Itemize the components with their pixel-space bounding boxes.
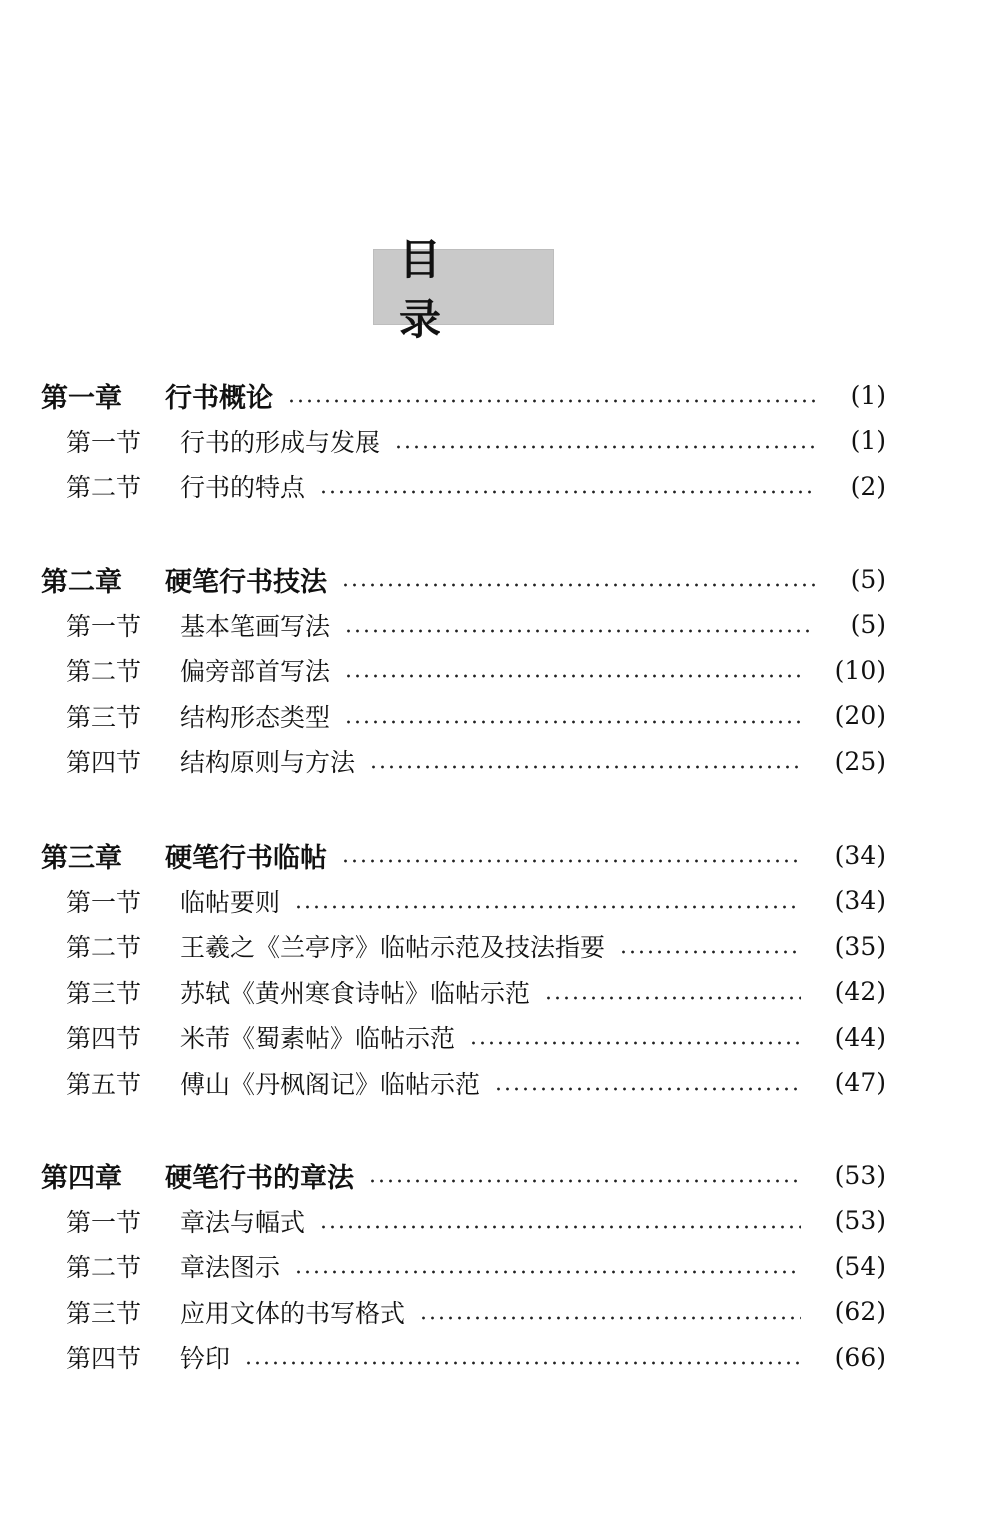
toc-section-row[interactable]	[0, 741, 983, 781]
section-page-number: (42)	[834, 977, 886, 1006]
dot-leader	[319, 490, 815, 494]
toc-section-row[interactable]	[0, 972, 983, 1012]
section-title: 章法与幅式	[180, 1207, 306, 1237]
section-title: 行书的形成与发展	[180, 427, 381, 457]
section-page-number: (5)	[850, 610, 886, 639]
dot-leader	[344, 629, 815, 633]
section-number: 第一节	[66, 887, 142, 917]
chapter-title: 硬笔行书技法	[165, 566, 327, 598]
section-page-number: (20)	[834, 701, 886, 730]
section-page-number: (25)	[834, 746, 886, 776]
toc-section-row[interactable]	[0, 1063, 983, 1103]
toc-chapter-row[interactable]	[0, 375, 983, 415]
toc-chapter-row[interactable]	[0, 835, 983, 875]
section-number: 第三节	[66, 978, 142, 1008]
section-page-number: (35)	[834, 931, 886, 961]
section-number: 第二节	[66, 933, 142, 962]
chapter-number: 第二章	[41, 566, 122, 598]
section-number: 第二节	[66, 1253, 142, 1282]
section-title: 临帖要则	[180, 887, 281, 917]
section-number: 第五节	[66, 1069, 142, 1099]
dot-leader	[294, 905, 801, 909]
section-page-number: (44)	[834, 1022, 886, 1052]
dot-leader	[287, 399, 815, 403]
dot-leader	[469, 1041, 801, 1045]
section-page-number: (54)	[834, 1251, 886, 1281]
toc-section-row[interactable]	[0, 881, 983, 921]
toc-section-row[interactable]	[0, 1201, 983, 1241]
chapter-number: 第一章	[41, 382, 122, 414]
section-title: 偏旁部首写法	[180, 657, 331, 686]
section-page-number: (62)	[834, 1297, 886, 1326]
section-title: 基本笔画写法	[180, 611, 331, 641]
section-page-number: (10)	[834, 655, 886, 685]
dot-leader	[294, 1270, 801, 1274]
dot-leader	[619, 950, 801, 954]
section-title: 王羲之《兰亭序》临帖示范及技法指要	[180, 933, 606, 962]
section-page-number: (2)	[850, 471, 886, 501]
dot-leader	[494, 1087, 801, 1091]
section-number: 第一节	[66, 427, 142, 457]
dot-leader	[344, 720, 801, 724]
section-title: 应用文体的书写格式	[180, 1298, 406, 1328]
chapter-number: 第三章	[41, 842, 122, 874]
section-number: 第一节	[66, 611, 142, 641]
dot-leader	[368, 1179, 801, 1183]
dot-leader	[341, 859, 801, 863]
toc-section-row[interactable]	[0, 421, 983, 461]
toc-section-row[interactable]	[0, 1292, 983, 1332]
toc-chapter-row[interactable]	[0, 1155, 983, 1195]
dot-leader	[544, 996, 801, 1000]
chapter-title: 行书概论	[165, 382, 273, 414]
toc-section-row[interactable]	[0, 1017, 983, 1057]
section-title: 章法图示	[180, 1253, 281, 1282]
dot-leader	[319, 1225, 801, 1229]
section-title: 结构原则与方法	[180, 748, 356, 777]
dot-leader	[341, 583, 815, 587]
section-number: 第二节	[66, 473, 142, 502]
toc-title: 目 录	[399, 235, 468, 344]
section-number: 第一节	[66, 1207, 142, 1237]
section-title: 苏轼《黄州寒食诗帖》临帖示范	[180, 978, 531, 1008]
chapter-title: 硬笔行书的章法	[165, 1162, 354, 1194]
section-number: 第三节	[66, 1298, 142, 1328]
toc-section-row[interactable]	[0, 605, 983, 645]
toc-section-row[interactable]	[0, 926, 983, 966]
section-title: 行书的特点	[180, 473, 306, 502]
toc-title-box	[373, 235, 554, 344]
chapter-page-number: (53)	[834, 1160, 886, 1190]
section-page-number: (66)	[834, 1342, 886, 1372]
section-title: 傅山《丹枫阁记》临帖示范	[180, 1069, 481, 1099]
toc-section-row[interactable]	[0, 1246, 983, 1286]
section-title: 钤印	[180, 1344, 231, 1373]
section-page-number: (47)	[834, 1068, 886, 1097]
section-number: 第三节	[66, 702, 142, 732]
toc-section-row[interactable]	[0, 650, 983, 690]
dot-leader	[419, 1316, 801, 1320]
section-number: 第四节	[66, 1024, 142, 1053]
toc-section-row[interactable]	[0, 696, 983, 736]
section-number: 第四节	[66, 748, 142, 777]
section-number: 第二节	[66, 657, 142, 686]
dot-leader	[344, 674, 801, 678]
toc-section-row[interactable]	[0, 466, 983, 506]
chapter-page-number: (5)	[850, 564, 886, 594]
section-page-number: (53)	[834, 1206, 886, 1235]
chapter-page-number: (1)	[850, 380, 886, 410]
dot-leader	[244, 1361, 801, 1365]
section-number: 第四节	[66, 1344, 142, 1373]
toc-section-row[interactable]	[0, 1337, 983, 1377]
section-page-number: (34)	[834, 886, 886, 915]
chapter-page-number: (34)	[834, 840, 886, 870]
dot-leader	[394, 445, 815, 449]
dot-leader	[369, 765, 801, 769]
toc-chapter-row[interactable]	[0, 559, 983, 599]
section-page-number: (1)	[850, 426, 886, 455]
chapter-title: 硬笔行书临帖	[165, 842, 327, 874]
section-title: 米芾《蜀素帖》临帖示范	[180, 1024, 456, 1053]
chapter-number: 第四章	[41, 1162, 122, 1194]
section-title: 结构形态类型	[180, 702, 331, 732]
